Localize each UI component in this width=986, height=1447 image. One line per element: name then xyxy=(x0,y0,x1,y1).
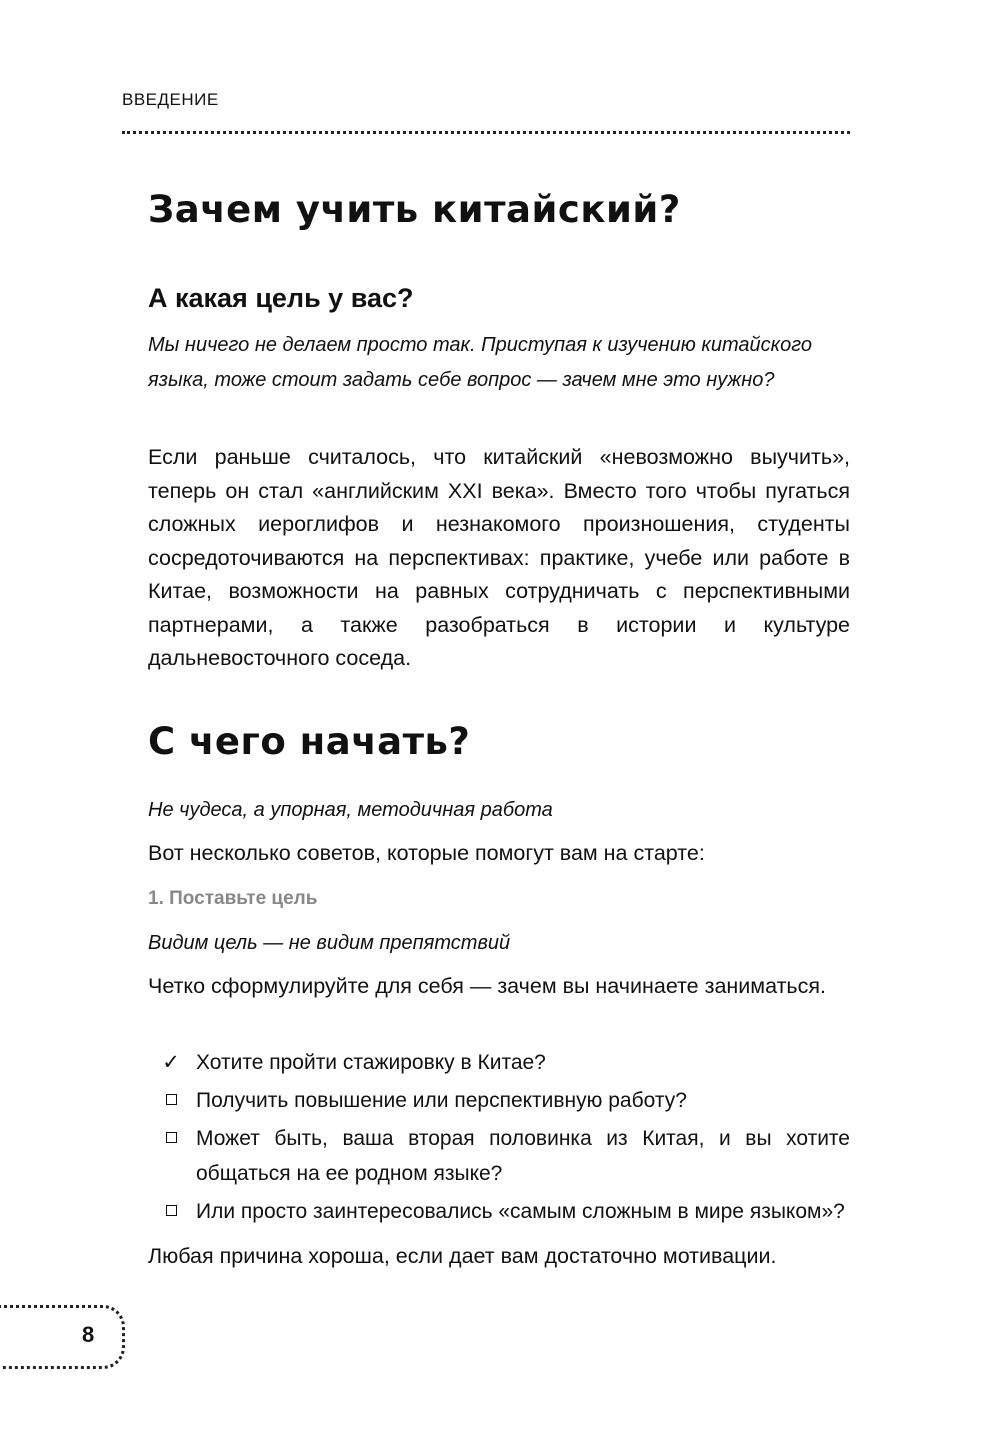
list-item-text: Хотите пройти стажировку в Китае? xyxy=(196,1051,546,1074)
body-paragraph: Четко сформулируйте для себя — зачем вы начинаете заниматься. xyxy=(148,974,826,998)
checkbox-icon xyxy=(160,1121,182,1156)
step-title: 1. Поставьте цель xyxy=(148,888,318,909)
goal-list xyxy=(160,1045,850,1232)
list-item xyxy=(160,1194,850,1229)
lead-paragraph: Не чудеса, а упорная, методичная работа xyxy=(148,799,553,821)
section-title: Зачем учить китайский? xyxy=(148,188,681,231)
body-paragraph: Вот несколько советов, которые помогут вам на старте: xyxy=(148,841,705,865)
list-item-text: Может быть, ваша вторая половинка из Китая, и вы хотите общаться на ее родном языке? xyxy=(196,1127,850,1185)
checkmark-icon: ✓ xyxy=(162,1051,180,1074)
list-item xyxy=(160,1083,850,1118)
section-subtitle: А какая цель у вас? xyxy=(148,283,414,313)
running-header: ВВЕДЕНИЕ xyxy=(122,90,219,109)
list-item xyxy=(160,1045,850,1080)
step-lead: Видим цель — не видим препятствий xyxy=(148,932,511,954)
conclusion-paragraph: Любая причина хороша, если дает вам достаточно мотивации. xyxy=(148,1244,777,1268)
page-number: 8 xyxy=(82,1322,95,1347)
section-title: С чего начать? xyxy=(148,720,471,763)
body-paragraph: Если раньше считалось, что китайский «невозможно выучить», теперь он стал «английским XXI века». Вместо того чтобы пугаться сложных иероглифов и незнакомого произношения, студенты сосредоточиваются на перспективах: практике, учебе или работе в Китае, возможности на равных сотрудничать с перспективными партнерами, а также разобраться в истории и культуре дальневосточного соседа. xyxy=(148,445,850,670)
header-divider xyxy=(122,131,850,134)
list-item xyxy=(160,1121,850,1191)
checkbox-icon xyxy=(160,1194,182,1229)
list-item-text: Получить повышение или перспективную работу? xyxy=(196,1089,687,1112)
list-item-text: Или просто заинтересовались «самым сложным в мире языком»? xyxy=(196,1200,845,1223)
checkbox-icon xyxy=(160,1083,182,1118)
lead-paragraph: Мы ничего не делаем просто так. Приступая к изучению китайского языка, тоже стоит задать себе вопрос — зачем мне это нужно? xyxy=(148,334,812,391)
page-number-frame xyxy=(0,1305,125,1369)
